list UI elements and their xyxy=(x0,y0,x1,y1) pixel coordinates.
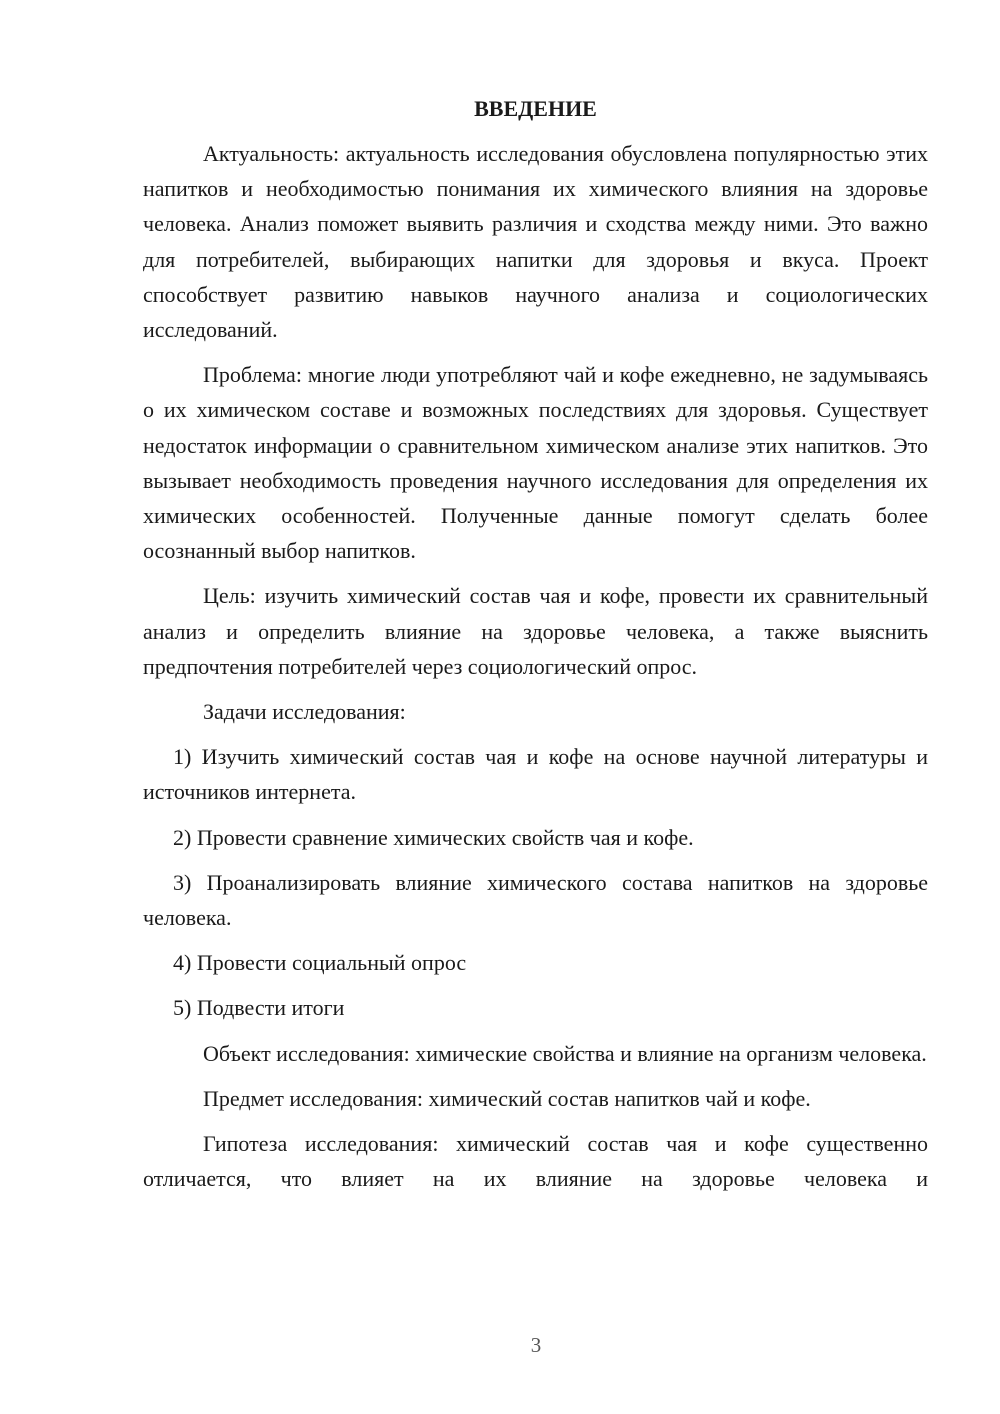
task-item: 1) Изучить химический состав чая и кофе на основе научной литературы и источников интернета. xyxy=(143,744,928,805)
paragraph-goal: Цель: изучить химический состав чая и кофе, провести их сравнительный анализ и определить влияние на здоровье человека, а также выяснить предпочтения потребителей через социологический опрос. xyxy=(143,583,928,679)
paragraph-problem: Проблема: многие люди употребляют чай и кофе ежедневно, не задумываясь о их химическом составе и возможных последствиях для здоровья. Существует недостаток информации о сравнительном химическом анализе этих напитков. Это вызывает необходимость проведения научного исследования для определения их химических особенностей. Полученные данные помогут сделать более осознанный выбор напитков. xyxy=(143,362,928,564)
task-item: 2) Провести сравнение химических свойств чая и кофе. xyxy=(173,824,694,850)
paragraph-relevance: Актуальность: актуальность исследования обусловлена популярностью этих напитков и необходимостью понимания их химического влияния на здоровье человека. Анализ поможет выявить различия и сходства между ними. Это важно для потребителей, выбирающих напитки для здоровья и вкуса. Проект способствует развитию навыков научного анализа и социологических исследований. xyxy=(143,141,928,343)
page-number: 3 xyxy=(530,1333,542,1357)
paragraph-subject: Предмет исследования: химический состав напитков чай и кофе. xyxy=(203,1085,811,1111)
section-title: ВВЕДЕНИЕ xyxy=(474,96,597,121)
task-item: 5) Подвести итоги xyxy=(173,995,345,1021)
paragraph-tasks-heading: Задачи исследования: xyxy=(203,699,406,725)
task-item: 3) Проанализировать влияние химического состава напитков на здоровье человека. xyxy=(143,869,928,931)
paragraph-object: Объект исследования: химические свойства и влияние на организм человека. xyxy=(203,1040,927,1066)
paragraph-hypothesis: Гипотеза исследования: химический состав чая и кофе существенно отличается, что влияет на их влияние на здоровье человека и xyxy=(143,1131,928,1192)
page-content xyxy=(143,92,928,1206)
task-item: 4) Провести социальный опрос xyxy=(173,950,467,976)
